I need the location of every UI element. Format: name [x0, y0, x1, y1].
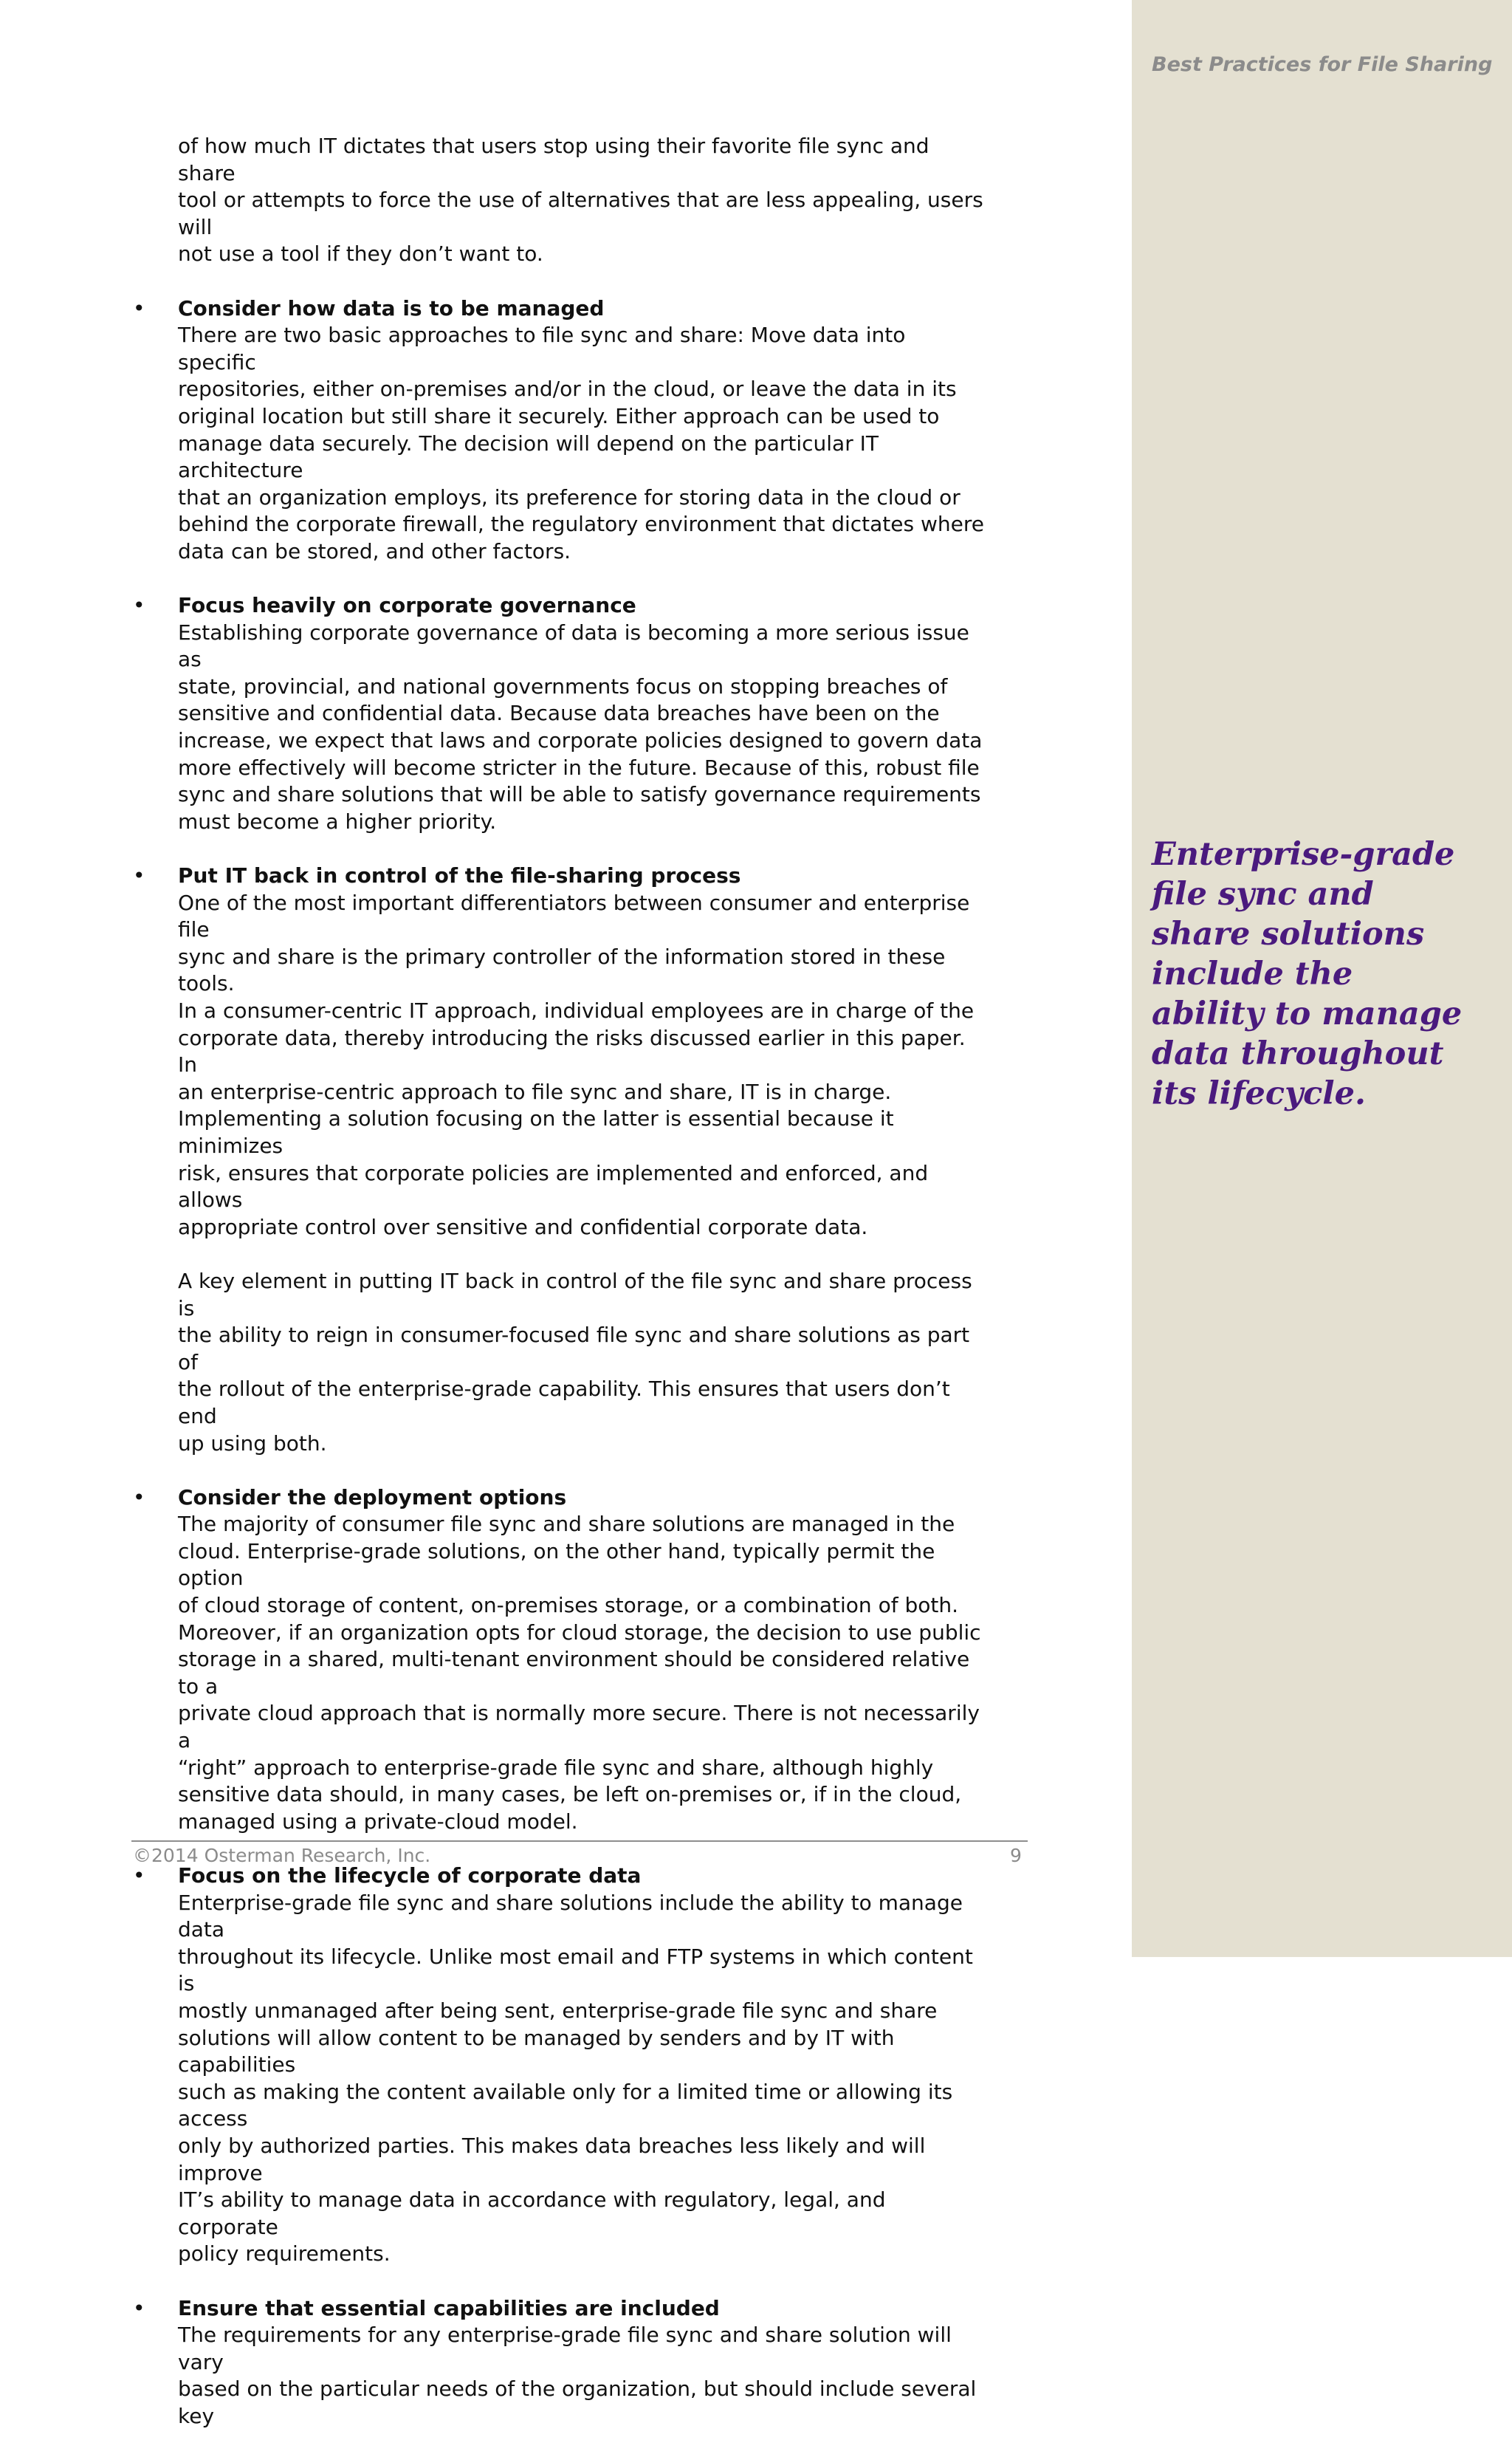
- footer-divider: [131, 1840, 1028, 1842]
- bullet-icon: •: [133, 863, 145, 888]
- bullet-title: Focus on the lifecycle of corporate data: [178, 1863, 642, 1888]
- footer-copyright: ©2014 Osterman Research, Inc.: [133, 1845, 431, 1866]
- bullet-item-data-management: [0, 295, 990, 566]
- bullet-title: Consider the deployment options: [178, 1484, 567, 1510]
- pull-quote: [1152, 835, 1484, 1114]
- bullet-body: The majority of consumer file sync and share solutions are managed in the cloud. Enterprise-grade solutions, on the other hand, typically permit the option of cloud storage of content, on-premises storage, or a combination of both. Moreover, if an organization opts for cloud storage, the decision to use public storage in a shared, multi-tenant environment should be considered relative to a private cloud approach that is normally more secure. There is not necessarily a “right” approach to enterprise-grade file sync and share, although highly sensitive data should, in many cases, be left on-premises or, if in the cloud, managed using a private-cloud model.: [178, 1512, 981, 1834]
- bullet-icon: •: [133, 1863, 145, 1888]
- pull-quote-text: Enterprise-grade file sync and share solutions include the ability to manage data throughout its lifecycle.: [1152, 836, 1463, 1112]
- bullet-body: The requirements for any enterprise-grade file sync and share solution will vary based on the particular needs of the organization, but should include several key: [178, 2323, 977, 2428]
- bullet-icon: •: [133, 2295, 145, 2320]
- page-number: 9: [1010, 1845, 1022, 1866]
- bullet-item-lifecycle: [0, 1863, 990, 2268]
- bullet-icon: •: [133, 593, 145, 618]
- bullet-item-it-control: [0, 863, 990, 1457]
- bullet-title: Put IT back in control of the file-sharing process: [178, 863, 741, 888]
- bullet-item-governance: [0, 592, 990, 835]
- bullet-body: There are two basic approaches to file sync and share: Move data into specific repositories, either on-premises and/or in the cloud, or leave the data in its original location but still share it securely. Either approach can be used to manage data securely. The decision will depend on the particular IT architecture that an organization employs, its preference for storing data in the cloud or behind the corporate firewall, the regulatory environment that dictates where data can be stored, and other factors.: [178, 323, 984, 563]
- bullet-icon: •: [133, 1484, 145, 1510]
- bullet-icon: •: [133, 295, 145, 321]
- bullet-body: One of the most important differentiators between consumer and enterprise file sync and share is the primary controller of the information stored in these tools. In a consumer-centric IT approach, individual employees are in charge of the corporate data, thereby introducing the risks discussed earlier in this paper. In an enterprise-centric approach to file sync and share, IT is in charge. Implementing a solution focusing on the latter is essential because it minimizes risk, ensures that corporate policies are implemented and enforced, and allows appropriate control over sensitive and confidential corporate data.: [178, 890, 975, 1239]
- bullet-body: Enterprise-grade file sync and share solutions include the ability to manage data throughout its lifecycle. Unlike most email and FTP systems in which content is mostly unmanaged after being sent, enterprise-grade file sync and share solutions will allow content to be managed by senders and by IT with capabilities such as making the content available only for a limited time or allowing its access only by authorized parties. This makes data breaches less likely and will improve IT’s ability to manage data in accordance with regulatory, legal, and corporate policy requirements.: [178, 1890, 973, 2266]
- main-content: [0, 133, 1132, 2457]
- bullet-body: Establishing corporate governance of data is becoming a more serious issue as state, provincial, and national governments focus on stopping breaches of sensitive and confidential data. Because data breaches have been on the increase, we expect that laws and corporate policies designed to govern data more effectively will become stricter in the future. Because of this, robust file sync and share solutions that will be able to satisfy governance requirements must become a higher priority.: [178, 620, 983, 834]
- bullet-title: Ensure that essential capabilities are included: [178, 2295, 720, 2320]
- bullet-title: Consider how data is to be managed: [178, 295, 605, 321]
- bullet-title: Focus heavily on corporate governance: [178, 593, 636, 618]
- running-header: Best Practices for File Sharing: [1152, 53, 1493, 76]
- bullet-extra-paragraph: A key element in putting IT back in control of the file sync and share process is the ability to reign in consumer-focused file sync and share solutions as part of the rollout of the enterprise-grade capability. This ensures that users don’t end up using both.: [178, 1268, 972, 1456]
- bullet-item-deployment: [0, 1484, 990, 1836]
- intro-paragraph: of how much IT dictates that users stop using their favorite file sync and share tool or attempts to force the use of alternatives that are less appealing, users will not use a tool if they don’t want to.: [178, 134, 983, 267]
- bullet-item-capabilities: [0, 2295, 990, 2430]
